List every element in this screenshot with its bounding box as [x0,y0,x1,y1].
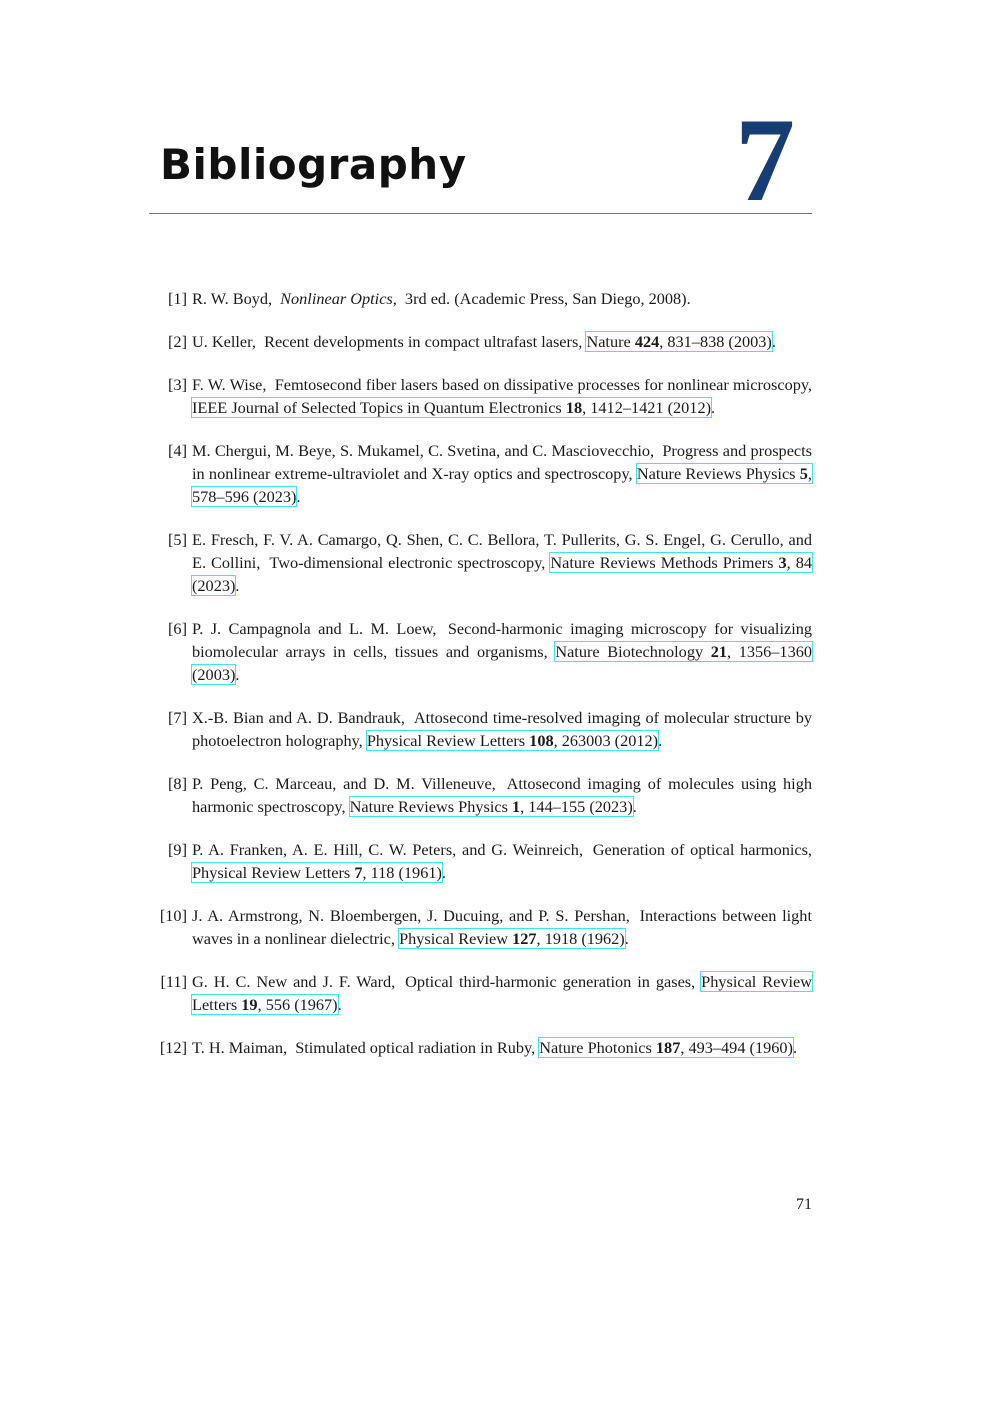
reference-title: Generation of optical harmonics, [592,840,813,859]
reference-number: [8] [168,774,187,793]
citation-link[interactable] [367,731,658,750]
reference-authors: P. Peng, C. Marceau, and D. M. Villeneuve, [192,774,496,793]
reference-book-title: Nonlinear Optics, [280,289,397,308]
journal-name: Nature Reviews Methods Primers [550,553,774,572]
reference-item: [4] M. Chergui, M. Beye, S. Mukamel, C. Svetina, and C. Masciovecchio, Progress and prospects in nonlinear extreme-ultraviolet and X-ray optics and spectroscopy, Nature Reviews Physics 5, 578–596 (2023). [150,439,812,508]
citation-link[interactable] [192,863,442,882]
journal-name: IEEE Journal of Selected Topics in Quantum Electronics [192,398,562,417]
pages-year: , 556 (1967) [257,995,338,1014]
journal-volume: 424 [634,332,660,351]
reference-number: [2] [168,332,187,351]
chapter-divider [149,213,812,214]
reference-title: Second-harmonic imaging microscopy for visualizing biomolecular arrays in cells, tissues and organisms, [192,619,812,661]
reference-title: Interactions between light waves in a nonlinear dielectric, [192,906,812,948]
reference-item: [3] F. W. Wise, Femtosecond fiber lasers based on dissipative processes for nonlinear microscopy, IEEE Journal of Selected Topics in Quantum Electronics 18, 1412–1421 (2012). [150,373,812,419]
pages-year: , 118 (1961) [362,863,442,882]
pages-year: , 1356–1360 (2003) [192,642,812,684]
journal-volume: 19 [241,995,258,1014]
pages-year: , 578–596 (2023) [192,464,812,506]
journal-name: Nature Reviews Physics [349,797,508,816]
reference-authors: P. J. Campagnola and L. M. Loew, [192,619,437,638]
journal-name: Physical Review Letters [366,731,526,750]
reference-authors: X.-B. Bian and A. D. Bandrauk, [192,708,405,727]
reference-title: Two-dimensional electronic spectroscopy, [269,553,546,572]
reference-list [150,287,812,1079]
reference-title: Recent developments in compact ultrafast lasers, [264,332,583,351]
reference-authors: E. Fresch, F. V. A. Camargo, Q. Shen, C. C. Bellora, T. Pullerits, G. S. Engel, G. Cerullo, and E. Collini, [192,530,812,572]
reference-number: [9] [168,840,187,859]
citation-link[interactable] [539,1038,793,1057]
journal-volume: 127 [512,929,537,948]
reference-number: [11] [160,972,187,991]
reference-title: Attosecond time-resolved imaging of molecular structure by photoelectron holography, [192,708,812,750]
journal-volume: 18 [565,398,583,417]
reference-item: [6] P. J. Campagnola and L. M. Loew, Second-harmonic imaging microscopy for visualizing biomolecular arrays in cells, tissues and organisms, Nature Biotechnology 21, 1356–1360 (2003). [150,617,812,686]
journal-volume: 187 [655,1038,681,1057]
pages-year: , 84 (2023) [192,553,812,595]
citation-link[interactable] [192,398,711,417]
reference-authors: F. W. Wise, [192,375,267,394]
pages-year: , 1918 (1962) [536,929,625,948]
citation-link[interactable] [350,797,633,816]
reference-authors: M. Chergui, M. Beye, S. Mukamel, C. Svetina, and C. Masciovecchio, [192,441,655,460]
journal-name: Nature Photonics [539,1038,652,1057]
journal-volume: 3 [778,553,787,572]
reference-authors: J. A. Armstrong, N. Bloembergen, J. Ducuing, and P. S. Pershan, [192,906,630,925]
reference-item: [5] E. Fresch, F. V. A. Camargo, Q. Shen, C. C. Bellora, T. Pullerits, G. S. Engel, G. Cerullo, and E. Collini, Two-dimensional electronic spectroscopy, Nature Reviews Methods Primers 3, 84 (2023). [150,528,812,597]
journal-name: Physical Review Letters [192,863,351,882]
reference-item [150,287,812,310]
reference-authors: P. A. Franken, A. E. Hill, C. W. Peters, and G. Weinreich, [192,840,584,859]
reference-item: [8] P. Peng, C. Marceau, and D. M. Villeneuve, Attosecond imaging of molecules using high harmonic spectroscopy, Nature Reviews Physics 1, 144–155 (2023). [150,772,812,818]
reference-title: Stimulated optical radiation in Ruby, [295,1038,536,1057]
reference-authors: G. H. C. New and J. F. Ward, [192,972,396,991]
reference-title: Femtosecond fiber lasers based on dissipative processes for nonlinear microscopy, [274,375,812,394]
reference-authors: U. Keller, [192,332,256,351]
journal-volume: 7 [354,863,363,882]
reference-item: [11] G. H. C. New and J. F. Ward, Optical third-harmonic generation in gases, Physical Review Letters 19, 556 (1967). [150,970,812,1016]
pages-year: , 1412–1421 (2012) [582,398,712,417]
journal-name: Physical Review Letters [192,972,812,1014]
reference-number: [7] [168,708,187,727]
pages-year: , 144–155 (2023) [520,797,633,816]
reference-item: [2] U. Keller, Recent developments in compact ultrafast lasers, Nature 424, 831–838 (2003). [150,330,812,353]
reference-number: [1] [168,289,187,308]
pages-year: , 831–838 (2003) [659,332,772,351]
reference-item: [9] P. A. Franken, A. E. Hill, C. W. Peters, and G. Weinreich, Generation of optical harmonics, Physical Review Letters 7, 118 (1961). [150,838,812,884]
page-number: 71 [796,1196,812,1213]
reference-authors: T. H. Maiman, [192,1038,288,1057]
citation-link[interactable] [586,332,771,351]
journal-name: Nature Biotechnology [555,642,704,661]
pages-year: , 263003 (2012) [553,731,659,750]
reference-authors: R. W. Boyd, [192,289,273,308]
reference-number: [10] [159,906,187,925]
chapter-number: 7 [735,93,795,226]
reference-number: [6] [168,619,187,638]
chapter-header [0,0,1000,230]
journal-volume: 1 [512,797,521,816]
reference-details: 3rd ed. (Academic Press, San Diego, 2008). [404,289,691,308]
journal-volume: 108 [529,731,554,750]
reference-title: Optical third-harmonic generation in gases, [405,972,696,991]
reference-title: Attosecond imaging of molecules using high harmonic spectroscopy, [192,774,812,816]
pages-year: , 493–494 (1960) [680,1038,793,1057]
reference-item: [10] J. A. Armstrong, N. Bloembergen, J. Ducuing, and P. S. Pershan, Interactions between light waves in a nonlinear dielectric, Physical Review 127, 1918 (1962). [150,904,812,950]
reference-number: [4] [168,441,187,460]
reference-number: [12] [159,1038,187,1057]
reference-title: Progress and prospects in nonlinear extreme-ultraviolet and X-ray optics and spectroscopy, [192,441,813,483]
reference-item: [12] T. H. Maiman, Stimulated optical radiation in Ruby, Nature Photonics 187, 493–494 (1960). [150,1036,812,1059]
journal-name: Physical Review [399,929,509,948]
citation-link[interactable] [399,929,625,948]
reference-number: [3] [168,375,187,394]
journal-volume: 5 [799,464,808,483]
reference-item: [7] X.-B. Bian and A. D. Bandrauk, Attosecond time-resolved imaging of molecular structure by photoelectron holography, Physical Review Letters 108, 263003 (2012). [150,706,812,752]
journal-volume: 21 [710,642,728,661]
journal-name: Nature Reviews Physics [636,464,796,483]
reference-number: [5] [168,530,187,549]
chapter-title: Bibliography [160,140,467,189]
journal-name: Nature [586,332,631,351]
